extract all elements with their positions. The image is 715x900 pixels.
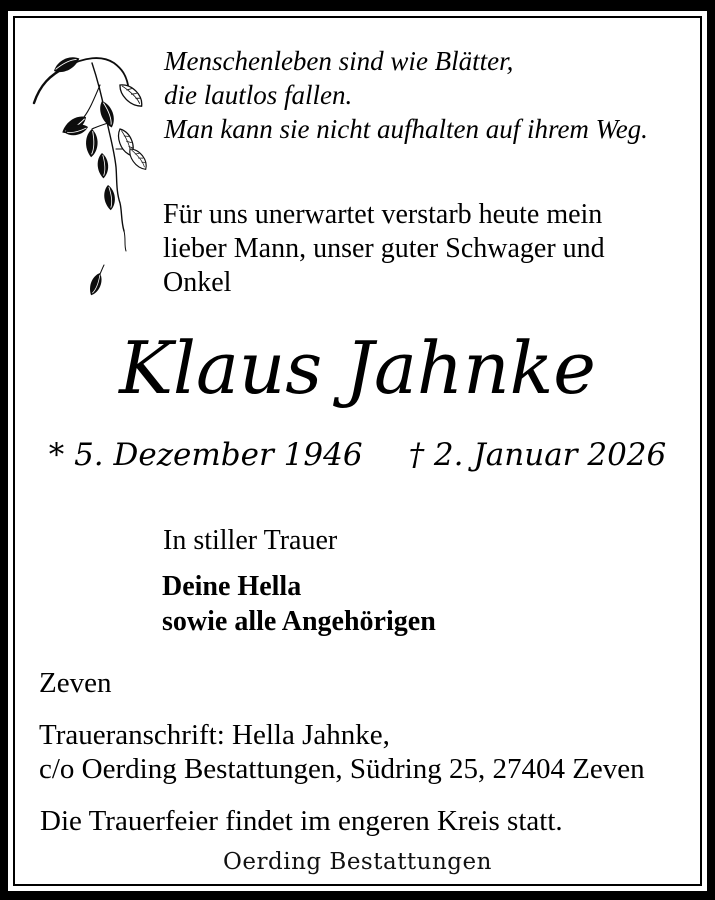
announcement-line: Für uns unerwartet verstarb heute mein: [163, 199, 603, 230]
announcement-text: [163, 198, 605, 300]
city: Zeven: [39, 667, 112, 699]
announcement-line: lieber Mann, unser guter Schwager und: [163, 233, 605, 264]
deceased-name: Klaus Jahnke: [119, 326, 596, 410]
funeral-home-name: Oerding Bestattungen: [223, 849, 492, 875]
ceremony-note: Die Trauerfeier findet im engeren Kreis statt.: [40, 805, 563, 837]
poem: [164, 44, 648, 146]
falling-leaf-icon: [85, 271, 106, 297]
life-dates: [0, 434, 715, 476]
condolence-address: [39, 718, 645, 786]
announcement-line: Onkel: [163, 267, 232, 298]
address-line: Traueranschrift: Hella Jahnke,: [39, 719, 390, 751]
mourner-relatives: sowie alle Angehörigen: [162, 606, 436, 637]
poem-line: Man kann sie nicht aufhalten auf ihrem Weg.: [164, 114, 648, 144]
poem-line: Menschenleben sind wie Blätter,: [164, 46, 514, 76]
death-date: † 2. Januar 2026: [408, 437, 667, 473]
branch-with-leaves-icon: [28, 45, 173, 310]
poem-line: die lautlos fallen.: [164, 80, 353, 110]
mourner-name: Deine Hella: [162, 571, 302, 602]
birth-date: * 5. Dezember 1946: [48, 437, 363, 473]
address-line: c/o Oerding Bestattungen, Südring 25, 27404 Zeven: [39, 753, 645, 785]
mourning-intro: In stiller Trauer: [163, 525, 338, 556]
